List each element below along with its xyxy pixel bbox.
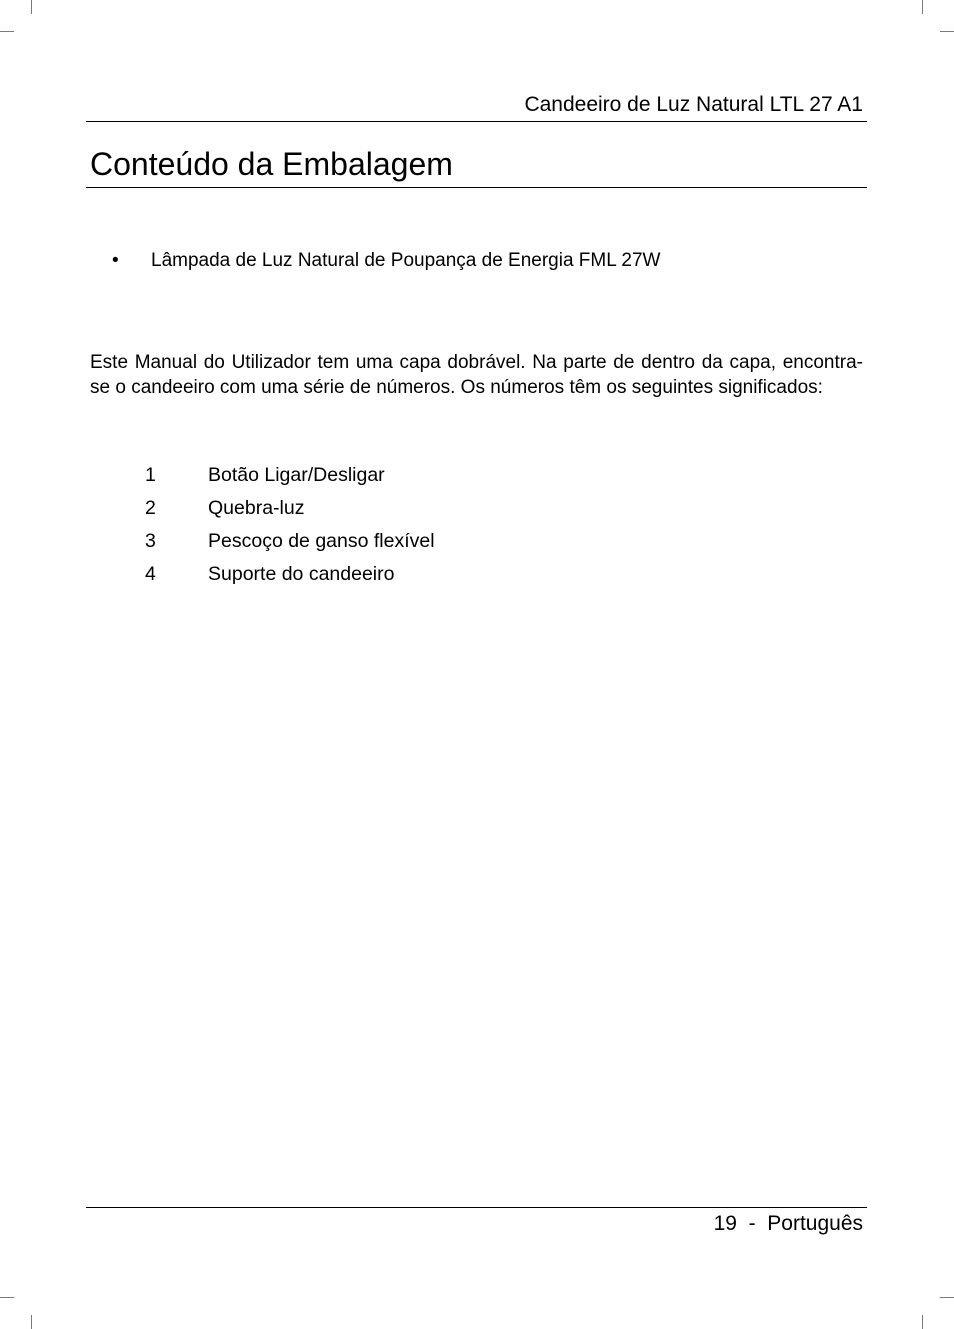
legend-item <box>145 561 435 594</box>
contents-item-label: Lâmpada de Luz Natural de Poupança de Energia FML 27W <box>151 250 661 271</box>
crop-mark-bottom-right-h <box>940 1297 954 1298</box>
footer-rule <box>86 1207 867 1208</box>
legend-number: 1 <box>145 464 156 486</box>
legend-label: Quebra-luz <box>208 497 305 519</box>
crop-mark-bottom-left <box>31 1315 32 1329</box>
legend-label: Botão Ligar/Desligar <box>208 464 385 486</box>
parts-legend <box>145 462 435 594</box>
header-rule <box>86 121 867 122</box>
running-header: Candeeiro de Luz Natural LTL 27 A1 <box>524 93 863 116</box>
legend-label: Suporte do candeeiro <box>208 563 395 585</box>
legend-number: 2 <box>145 497 156 519</box>
crop-mark-top-left-h <box>0 31 14 32</box>
legend-label: Pescoço de ganso flexível <box>208 530 435 552</box>
crop-mark-top-left <box>31 0 32 14</box>
crop-mark-top-right <box>922 0 923 14</box>
legend-number: 3 <box>145 530 156 552</box>
legend-number: 4 <box>145 563 156 585</box>
crop-mark-bottom-left-h <box>0 1297 14 1298</box>
contents-list-item <box>112 250 660 272</box>
intro-paragraph: Este Manual do Utilizador tem uma capa dobrável. Na parte de dentro da capa, encontra-se o candeeiro com uma série de números. Os números têm os seguintes significados: <box>90 352 863 398</box>
title-rule <box>86 187 867 188</box>
bullet-icon: • <box>112 250 119 271</box>
legend-item <box>145 528 435 561</box>
crop-mark-bottom-right <box>922 1315 923 1329</box>
legend-item <box>145 462 435 495</box>
page-footer: 19 - Português <box>713 1212 863 1235</box>
legend-item <box>145 495 435 528</box>
section-title: Conteúdo da Embalagem <box>90 146 453 182</box>
crop-mark-top-right-h <box>940 31 954 32</box>
